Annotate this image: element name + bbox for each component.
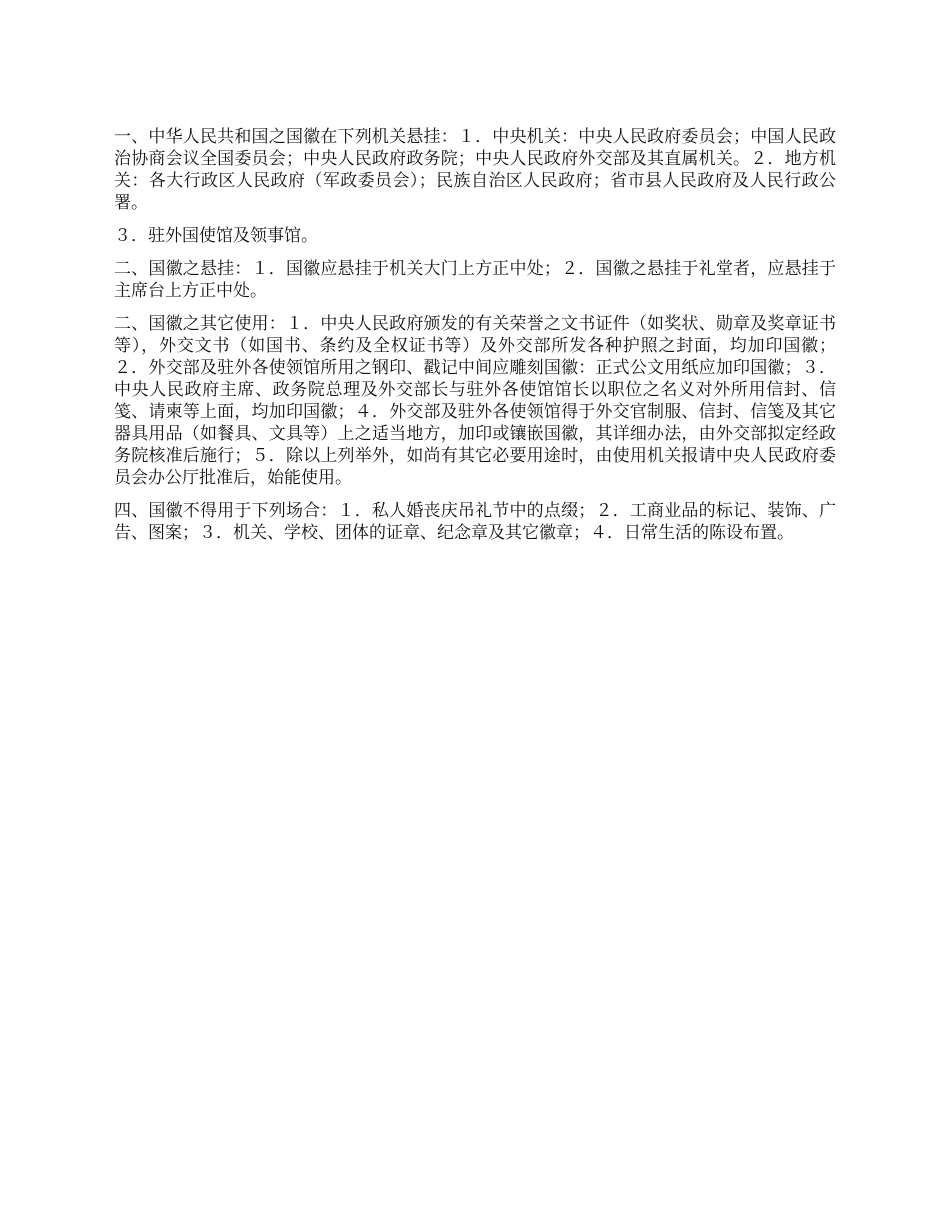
paragraph-display-locations: 一、中华人民共和国之国徽在下列机关悬挂：１．中央机关：中央人民政府委员会；中国人民政治协商会议全国委员会；中央人民政府政务院；中央人民政府外交部及其直属机关。２．地方机关：各大行政区人民政府（军政委员会）；民族自治区人民政府；省市县人民政府及人民行政公署。 — [114, 127, 836, 213]
paragraph-prohibited-uses: 四、国徽不得用于下列场合：１．私人婚丧庆吊礼节中的点缀；２．工商业品的标记、装饰、广告、图案；３．机关、学校、团体的证章、纪念章及其它徽章；４．日常生活的陈设布置。 — [114, 501, 836, 543]
document-body — [114, 126, 836, 555]
paragraph-other-uses: 二、国徽之其它使用：１．中央人民政府颁发的有关荣誉之文书证件（如奖状、勋章及奖章证书等），外交文书（如国书、条约及全权证书等）及外交部所发各种护照之封面，均加印国徽；２．外交部及驻外各使领馆所用之钢印、戳记中间应雕刻国徽：正式公文用纸应加印国徽；３．中央人民政府主席、政务院总理及外交部长与驻外各使馆馆长以职位之名义对外所用信封、信笺、请柬等上面，均加印国徽；４．外交部及驻外各使领馆得于外交官制服、信封、信笺及其它器具用品（如餐具、文具等）上之适当地方，加印或镶嵌国徽，其详细办法，由外交部拟定经政务院核准后施行；５．除以上列举外，如尚有其它必要用途时，由使用机关报请中央人民政府委员会办公厅批准后，始能使用。 — [114, 314, 836, 488]
paragraph-embassies: ３．驻外国使馆及领事馆。 — [114, 226, 318, 246]
paragraph-hanging: 二、国徽之悬挂：１．国徽应悬挂于机关大门上方正中处；２．国徽之悬挂于礼堂者，应悬挂于主席台上方正中处。 — [114, 259, 836, 301]
